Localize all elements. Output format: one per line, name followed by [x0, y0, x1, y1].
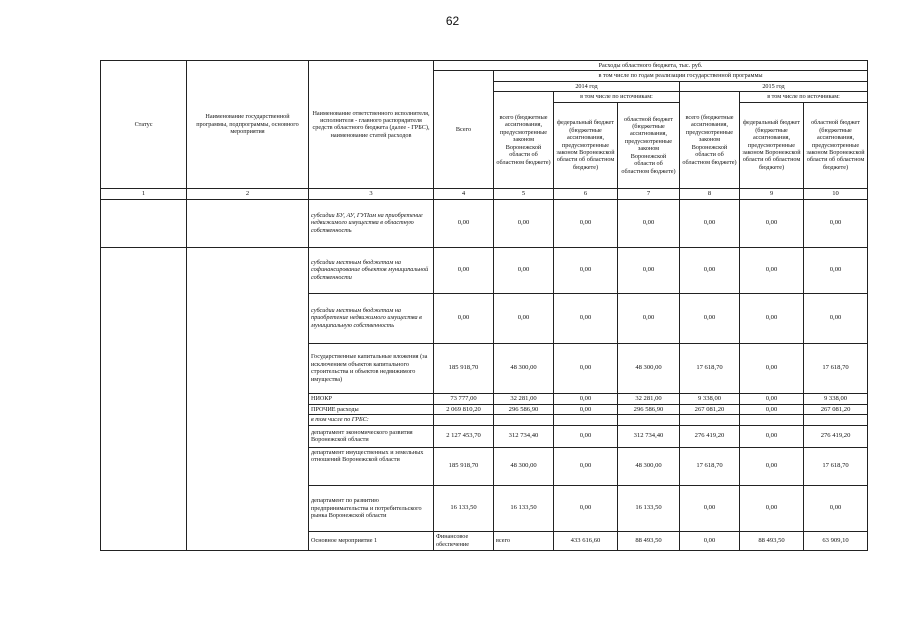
header-executor: Наименование ответственного исполнителя, исполнителя - главного распорядителя средств областного бюджета (далее - ГРБС), наименование статей расходов [309, 61, 434, 189]
value-cell: 0,00 [434, 247, 494, 293]
value-cell: 17 618,70 [804, 343, 868, 393]
col-number: 7 [618, 188, 680, 199]
value-cell [740, 415, 804, 425]
value-cell: 0,00 [618, 247, 680, 293]
col-number: 3 [309, 188, 434, 199]
value-cell: 267 081,20 [680, 404, 740, 415]
status-cell: Основное мероприятие 1 [309, 531, 434, 550]
row-label: в том числе по ГРБС: [309, 415, 434, 425]
value-cell: 32 281,00 [494, 393, 554, 404]
value-cell: 48 300,00 [618, 343, 680, 393]
page-number: 62 [445, 14, 460, 28]
row-label: субсидии БУ, АУ, ГУПам на приобретение недвижимого имущества в областную собственность [309, 199, 434, 247]
header-by-sources-2015: в том числе по источникам: [740, 92, 868, 102]
header-total-2015: всего (бюджетные ассигнования, предусмотренные законом Воронежской области об областном бюджете) [680, 92, 740, 188]
value-cell: 0,00 [680, 293, 740, 343]
value-cell: 0,00 [804, 247, 868, 293]
col-number: 6 [554, 188, 618, 199]
value-cell: 0,00 [554, 485, 618, 531]
value-cell: 16 133,50 [618, 485, 680, 531]
value-cell: 0,00 [740, 247, 804, 293]
value-cell: 73 777,00 [434, 393, 494, 404]
col-number: 2 [187, 188, 309, 199]
value-cell [680, 415, 740, 425]
row-label: ПРОЧИЕ расходы [309, 404, 434, 415]
value-cell: 276 419,20 [804, 425, 868, 447]
value-cell: 0,00 [740, 425, 804, 447]
value-cell: 312 734,40 [494, 425, 554, 447]
value-cell: 0,00 [554, 293, 618, 343]
value-cell: 48 300,00 [494, 343, 554, 393]
value-cell: 0,00 [554, 247, 618, 293]
value-cell: 0,00 [680, 247, 740, 293]
value-cell: 0,00 [434, 199, 494, 247]
value-cell: 0,00 [554, 404, 618, 415]
header-by-sources-2014: в том числе по источникам: [554, 92, 680, 102]
value-cell: 276 419,20 [680, 425, 740, 447]
value-cell: 0,00 [804, 485, 868, 531]
value-cell: 63 909,10 [804, 531, 868, 550]
header-year-2014: 2014 год [494, 81, 680, 91]
header-regional-2015: областной бюджет (бюджетные ассигнования, предусмотренные законом Воронежской области об областном бюджете) [804, 102, 868, 188]
value-cell: 0,00 [494, 293, 554, 343]
header-status: Статус [101, 61, 187, 189]
header-year-2015: 2015 год [680, 81, 868, 91]
program-cell [187, 247, 309, 550]
value-cell: 185 918,70 [434, 343, 494, 393]
value-cell: 48 300,00 [618, 447, 680, 485]
value-cell [434, 415, 494, 425]
header-federal-2015: федеральный бюджет (бюджетные ассигнования, предусмотренные законом Воронежской области об областном бюджете) [740, 102, 804, 188]
value-cell: 267 081,20 [804, 404, 868, 415]
header-expenses-title: Расходы областного бюджета, тыс. руб. [434, 61, 868, 71]
value-cell: 0,00 [680, 199, 740, 247]
col-number: 9 [740, 188, 804, 199]
header-total: Всего [434, 71, 494, 188]
value-cell: 0,00 [494, 199, 554, 247]
value-cell: 16 133,50 [494, 485, 554, 531]
value-cell: 2 069 810,20 [434, 404, 494, 415]
value-cell: 0,00 [680, 531, 740, 550]
value-cell: 0,00 [554, 447, 618, 485]
header-by-years: в том числе по годам реализации государственной программы [494, 71, 868, 81]
col-number: 4 [434, 188, 494, 199]
value-cell: 185 918,70 [434, 447, 494, 485]
header-federal-2014: федеральный бюджет (бюджетные ассигнования, предусмотренные законом Воронежской области об областном бюджете) [554, 102, 618, 188]
value-cell [804, 415, 868, 425]
value-cell: 0,00 [740, 447, 804, 485]
value-cell: 48 300,00 [494, 447, 554, 485]
value-cell: 0,00 [494, 247, 554, 293]
status-cell [101, 247, 187, 550]
value-cell: 312 734,40 [618, 425, 680, 447]
value-cell [618, 415, 680, 425]
value-cell: 17 618,70 [680, 343, 740, 393]
value-cell: 296 586,90 [494, 404, 554, 415]
value-cell [494, 415, 554, 425]
row-label: субсидии местным бюджетам на софинансирование объектов муниципальной собственности [309, 247, 434, 293]
value-cell: 17 618,70 [680, 447, 740, 485]
value-cell: 2 127 453,70 [434, 425, 494, 447]
value-cell: 433 616,60 [554, 531, 618, 550]
header-regional-2014: областной бюджет (бюджетные ассигнования, предусмотренные законом Воронежской области об областном бюджете) [618, 102, 680, 188]
row-label: департамент экономического развития Воронежской области [309, 425, 434, 447]
value-cell: 0,00 [740, 393, 804, 404]
value-cell: 0,00 [740, 199, 804, 247]
value-cell: 0,00 [740, 343, 804, 393]
value-cell: 0,00 [740, 293, 804, 343]
row-label: департамент имущественных и земельных отношений Воронежской области [309, 447, 434, 485]
header-total-2014: всего (бюджетные ассигнования, предусмотренные законом Воронежской области об областном бюджете) [494, 92, 554, 188]
value-cell: 0,00 [740, 485, 804, 531]
value-cell: 0,00 [804, 293, 868, 343]
budget-table [100, 60, 868, 551]
col-number: 1 [101, 188, 187, 199]
row-label: субсидии местным бюджетам на приобретение недвижимого имущества в муниципальную собственность [309, 293, 434, 343]
col-number: 5 [494, 188, 554, 199]
row-label: НИОКР [309, 393, 434, 404]
value-cell: 88 493,50 [740, 531, 804, 550]
value-cell: 17 618,70 [804, 447, 868, 485]
value-cell: 0,00 [680, 485, 740, 531]
value-cell: 88 493,50 [618, 531, 680, 550]
program-cell [187, 199, 309, 247]
value-cell: 0,00 [554, 393, 618, 404]
value-cell: 32 281,00 [618, 393, 680, 404]
value-cell: 9 338,00 [804, 393, 868, 404]
value-cell: 0,00 [804, 199, 868, 247]
col-number: 10 [804, 188, 868, 199]
status-cell [101, 199, 187, 247]
value-cell: 0,00 [554, 343, 618, 393]
value-cell: 9 338,00 [680, 393, 740, 404]
header-program: Наименование государственной программы, подпрограммы, основного мероприятия [187, 61, 309, 189]
table-row [101, 199, 868, 247]
value-cell: 0,00 [618, 199, 680, 247]
row-label: всего [494, 531, 554, 550]
value-cell: 0,00 [554, 199, 618, 247]
value-cell: 0,00 [434, 293, 494, 343]
table-row [101, 247, 868, 293]
value-cell: 0,00 [740, 404, 804, 415]
value-cell: 296 586,90 [618, 404, 680, 415]
value-cell: 16 133,50 [434, 485, 494, 531]
value-cell: 0,00 [618, 293, 680, 343]
row-label: Государственные капитальные вложения (за исключением объектов капитального строительства и объектов недвижимого имущества) [309, 343, 434, 393]
value-cell: 0,00 [554, 425, 618, 447]
row-label: департамент по развитию предпринимательства и потребительского рынка Воронежской области [309, 485, 434, 531]
program-cell: Финансовое обеспечение [434, 531, 494, 550]
value-cell [554, 415, 618, 425]
col-number: 8 [680, 188, 740, 199]
